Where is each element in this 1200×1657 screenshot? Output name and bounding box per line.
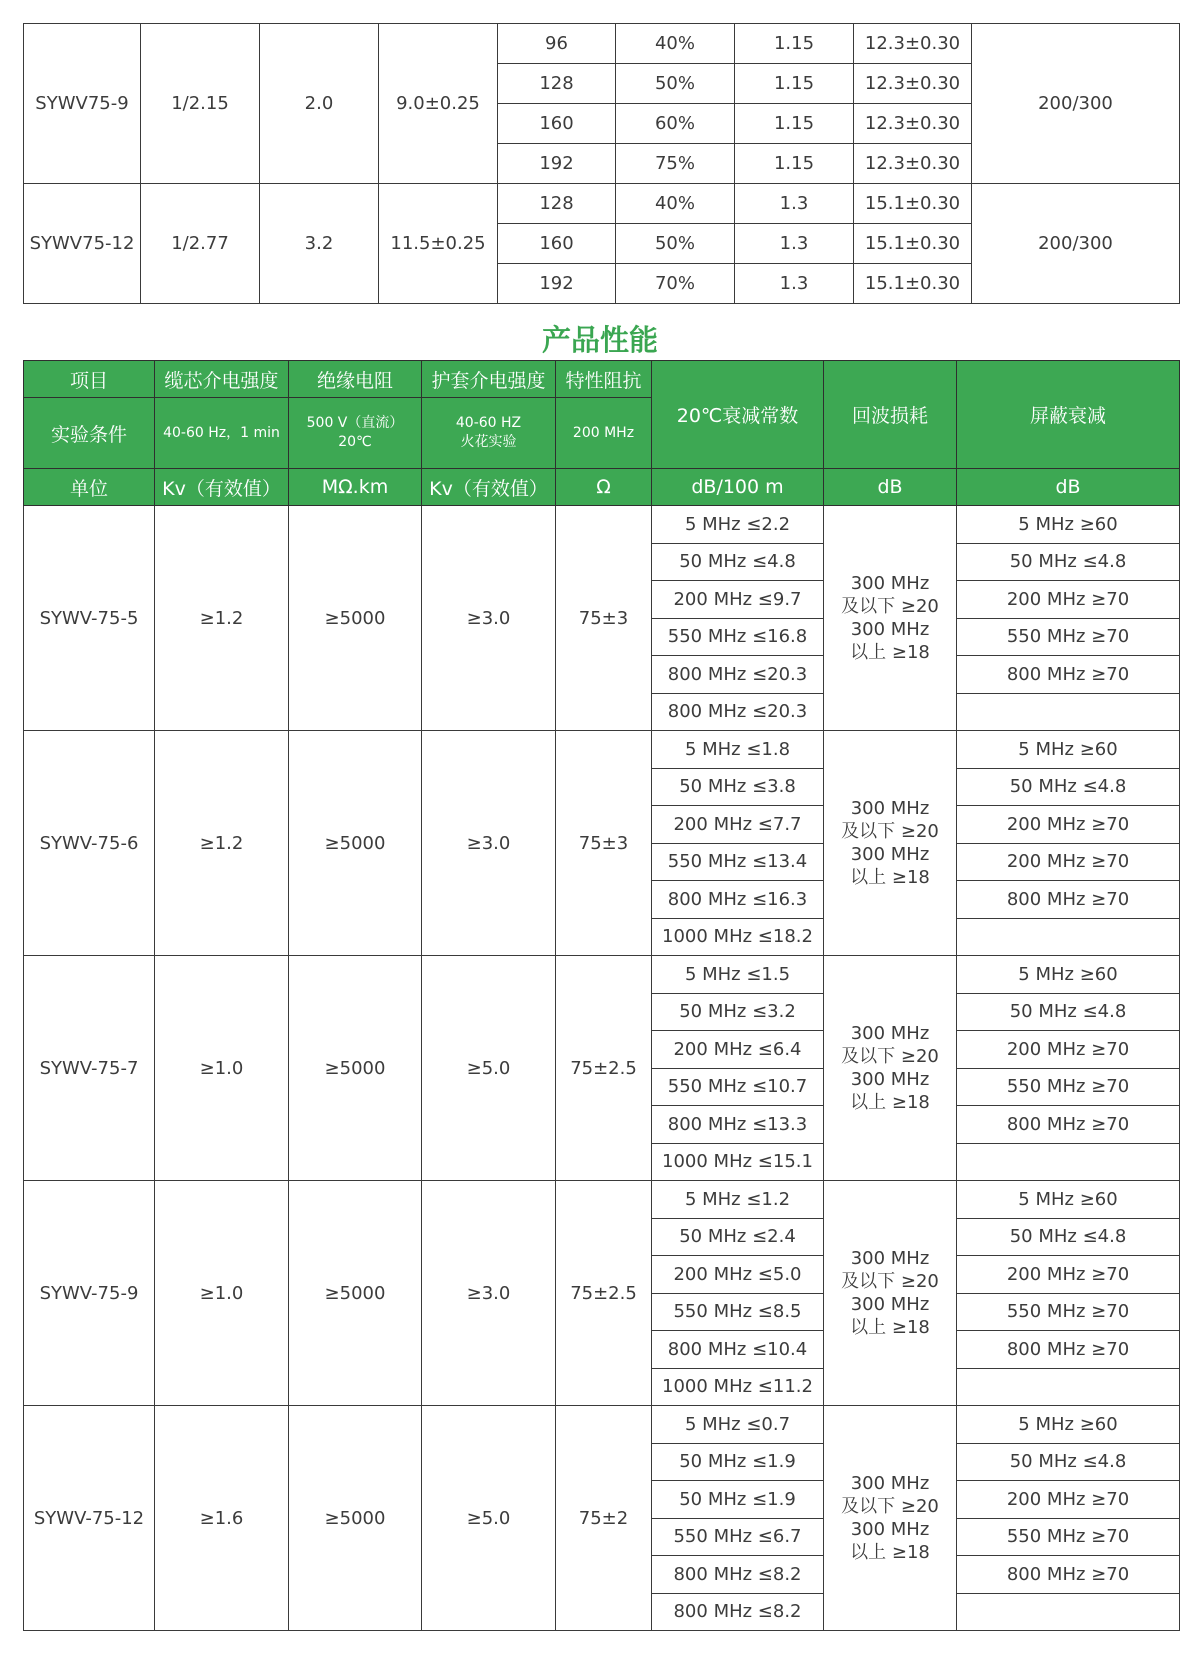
perf-shielding: 50 MHz ≤4.8 bbox=[957, 768, 1180, 806]
perf-attenuation: 800 MHz ≤13.3 bbox=[652, 1106, 824, 1144]
unit-sheath: Kv（有效值） bbox=[422, 469, 556, 506]
perf-dielectric: ≥1.0 bbox=[155, 956, 289, 1181]
performance-row bbox=[24, 1406, 1180, 1444]
header-dielectric: 缆芯介电强度 bbox=[155, 361, 289, 398]
return-loss-line: 及以下 ≥20 bbox=[841, 596, 939, 617]
perf-shielding: 200 MHz ≥70 bbox=[957, 806, 1180, 844]
return-loss-line: 300 MHz bbox=[850, 1294, 930, 1315]
header-return-loss: 回波损耗 bbox=[824, 361, 957, 469]
perf-attenuation: 5 MHz ≤1.8 bbox=[652, 731, 824, 769]
perf-shielding: 800 MHz ≥70 bbox=[957, 656, 1180, 694]
condition-insulation bbox=[289, 398, 422, 469]
return-loss-line: 以上 ≥18 bbox=[850, 1542, 930, 1563]
return-loss-line: 以上 ≥18 bbox=[850, 1092, 930, 1113]
return-loss-line: 及以下 ≥20 bbox=[841, 1271, 939, 1292]
perf-shielding: 200 MHz ≥70 bbox=[957, 581, 1180, 619]
perf-dielectric: ≥1.2 bbox=[155, 506, 289, 731]
perf-shielding: 800 MHz ≥70 bbox=[957, 881, 1180, 919]
spec-c7: 1.3 bbox=[735, 224, 854, 264]
spec-c7: 1.15 bbox=[735, 24, 854, 64]
header-shielding: 屏蔽衰减 bbox=[957, 361, 1180, 469]
spec-c6: 40% bbox=[616, 24, 735, 64]
perf-model: SYWV-75-5 bbox=[24, 506, 155, 731]
return-loss-line: 300 MHz bbox=[850, 1519, 930, 1540]
perf-shielding: 5 MHz ≥60 bbox=[957, 506, 1180, 544]
perf-model: SYWV-75-6 bbox=[24, 731, 155, 956]
perf-attenuation: 5 MHz ≤2.2 bbox=[652, 506, 824, 544]
perf-shielding: 550 MHz ≥70 bbox=[957, 1293, 1180, 1331]
spec-col9: 200/300 bbox=[972, 24, 1180, 184]
return-loss-line: 300 MHz bbox=[850, 798, 930, 819]
perf-shielding: 50 MHz ≤4.8 bbox=[957, 1218, 1180, 1256]
spec-col4: 11.5±0.25 bbox=[379, 184, 498, 304]
perf-sheath: ≥3.0 bbox=[422, 731, 556, 956]
return-loss-line: 及以下 ≥20 bbox=[841, 821, 939, 842]
perf-attenuation: 550 MHz ≤10.7 bbox=[652, 1068, 824, 1106]
perf-shielding: 200 MHz ≥70 bbox=[957, 1256, 1180, 1294]
unit-dielectric: Kv（有效值） bbox=[155, 469, 289, 506]
spec-c8: 12.3±0.30 bbox=[854, 64, 972, 104]
return-loss-line: 300 MHz bbox=[850, 1023, 930, 1044]
return-loss-line: 以上 ≥18 bbox=[850, 867, 930, 888]
return-loss-line: 以上 ≥18 bbox=[850, 1317, 930, 1338]
spec-c5: 96 bbox=[498, 24, 616, 64]
perf-attenuation: 800 MHz ≤10.4 bbox=[652, 1331, 824, 1369]
perf-return-loss bbox=[824, 1181, 957, 1406]
spec-c7: 1.15 bbox=[735, 104, 854, 144]
unit-shielding: dB bbox=[957, 469, 1180, 506]
perf-impedance: 75±2.5 bbox=[556, 956, 652, 1181]
perf-return-loss bbox=[824, 1406, 957, 1631]
spec-c5: 160 bbox=[498, 104, 616, 144]
performance-table-body bbox=[24, 361, 1180, 1631]
perf-attenuation: 800 MHz ≤20.3 bbox=[652, 656, 824, 694]
spec-c8: 15.1±0.30 bbox=[854, 224, 972, 264]
return-loss-line: 300 MHz bbox=[850, 1473, 930, 1494]
perf-return-loss bbox=[824, 956, 957, 1181]
perf-attenuation: 5 MHz ≤1.5 bbox=[652, 956, 824, 994]
perf-attenuation: 200 MHz ≤9.7 bbox=[652, 581, 824, 619]
perf-sheath: ≥3.0 bbox=[422, 1181, 556, 1406]
perf-shielding bbox=[957, 1593, 1180, 1631]
perf-attenuation: 50 MHz ≤3.2 bbox=[652, 993, 824, 1031]
condition-insulation-line2: 20℃ bbox=[338, 434, 372, 450]
spec-c6: 50% bbox=[616, 224, 735, 264]
perf-impedance: 75±2 bbox=[556, 1406, 652, 1631]
header-sheath: 护套介电强度 bbox=[422, 361, 556, 398]
perf-sheath: ≥5.0 bbox=[422, 1406, 556, 1631]
performance-row bbox=[24, 506, 1180, 544]
spec-c5: 160 bbox=[498, 224, 616, 264]
spec-c6: 40% bbox=[616, 184, 735, 224]
condition-dielectric: 40-60 Hz，1 min bbox=[155, 398, 289, 469]
perf-attenuation: 200 MHz ≤6.4 bbox=[652, 1031, 824, 1069]
perf-shielding bbox=[957, 693, 1180, 731]
perf-shielding bbox=[957, 918, 1180, 956]
perf-attenuation: 200 MHz ≤7.7 bbox=[652, 806, 824, 844]
perf-attenuation: 50 MHz ≤1.9 bbox=[652, 1443, 824, 1481]
spec-col4: 9.0±0.25 bbox=[379, 24, 498, 184]
perf-shielding bbox=[957, 1143, 1180, 1181]
header-row-units bbox=[24, 469, 1180, 506]
perf-shielding: 5 MHz ≥60 bbox=[957, 731, 1180, 769]
perf-attenuation: 1000 MHz ≤18.2 bbox=[652, 918, 824, 956]
perf-attenuation: 50 MHz ≤1.9 bbox=[652, 1481, 824, 1519]
spec-row bbox=[24, 184, 1180, 224]
perf-insulation: ≥5000 bbox=[289, 731, 422, 956]
perf-attenuation: 550 MHz ≤16.8 bbox=[652, 618, 824, 656]
spec-table bbox=[23, 23, 1180, 304]
spec-c7: 1.15 bbox=[735, 144, 854, 184]
perf-shielding: 800 MHz ≥70 bbox=[957, 1331, 1180, 1369]
perf-attenuation: 1000 MHz ≤15.1 bbox=[652, 1143, 824, 1181]
perf-return-loss bbox=[824, 731, 957, 956]
perf-shielding: 550 MHz ≥70 bbox=[957, 618, 1180, 656]
header-unit-label: 单位 bbox=[24, 469, 155, 506]
perf-shielding: 550 MHz ≥70 bbox=[957, 1518, 1180, 1556]
perf-shielding: 200 MHz ≥70 bbox=[957, 843, 1180, 881]
perf-shielding: 200 MHz ≥70 bbox=[957, 1031, 1180, 1069]
spec-c6: 50% bbox=[616, 64, 735, 104]
header-insulation: 绝缘电阻 bbox=[289, 361, 422, 398]
perf-shielding: 200 MHz ≥70 bbox=[957, 1481, 1180, 1519]
header-attenuation: 20℃衰减常数 bbox=[652, 361, 824, 469]
spec-c5: 128 bbox=[498, 64, 616, 104]
spec-row bbox=[24, 24, 1180, 64]
return-loss-line: 300 MHz bbox=[850, 1248, 930, 1269]
return-loss-line: 以上 ≥18 bbox=[850, 642, 930, 663]
perf-shielding: 5 MHz ≥60 bbox=[957, 1406, 1180, 1444]
perf-insulation: ≥5000 bbox=[289, 1406, 422, 1631]
return-loss-line: 300 MHz bbox=[850, 573, 930, 594]
unit-impedance: Ω bbox=[556, 469, 652, 506]
perf-impedance: 75±3 bbox=[556, 506, 652, 731]
perf-attenuation: 800 MHz ≤8.2 bbox=[652, 1593, 824, 1631]
condition-insulation-line1: 500 V（直流） bbox=[306, 415, 404, 431]
perf-insulation: ≥5000 bbox=[289, 956, 422, 1181]
perf-insulation: ≥5000 bbox=[289, 1181, 422, 1406]
return-loss-line: 及以下 ≥20 bbox=[841, 1496, 939, 1517]
performance-row bbox=[24, 956, 1180, 994]
spec-c5: 192 bbox=[498, 264, 616, 304]
spec-c8: 12.3±0.30 bbox=[854, 144, 972, 184]
spec-c8: 15.1±0.30 bbox=[854, 264, 972, 304]
spec-c6: 75% bbox=[616, 144, 735, 184]
perf-attenuation: 5 MHz ≤0.7 bbox=[652, 1406, 824, 1444]
spec-c8: 15.1±0.30 bbox=[854, 184, 972, 224]
perf-shielding: 50 MHz ≤4.8 bbox=[957, 1443, 1180, 1481]
header-conditions-label: 实验条件 bbox=[24, 398, 155, 469]
perf-shielding: 5 MHz ≥60 bbox=[957, 956, 1180, 994]
spec-c8: 12.3±0.30 bbox=[854, 24, 972, 64]
perf-attenuation: 550 MHz ≤13.4 bbox=[652, 843, 824, 881]
spec-model: SYWV75-12 bbox=[24, 184, 141, 304]
return-loss-line: 及以下 ≥20 bbox=[841, 1046, 939, 1067]
perf-insulation: ≥5000 bbox=[289, 506, 422, 731]
spec-col3: 2.0 bbox=[260, 24, 379, 184]
return-loss-line: 300 MHz bbox=[850, 844, 930, 865]
return-loss-line: 300 MHz bbox=[850, 619, 930, 640]
perf-shielding: 800 MHz ≥70 bbox=[957, 1556, 1180, 1594]
perf-impedance: 75±2.5 bbox=[556, 1181, 652, 1406]
header-row-items bbox=[24, 361, 1180, 398]
perf-shielding bbox=[957, 1368, 1180, 1406]
spec-model: SYWV75-9 bbox=[24, 24, 141, 184]
perf-attenuation: 800 MHz ≤16.3 bbox=[652, 881, 824, 919]
perf-attenuation: 800 MHz ≤8.2 bbox=[652, 1556, 824, 1594]
perf-shielding: 5 MHz ≥60 bbox=[957, 1181, 1180, 1219]
perf-attenuation: 5 MHz ≤1.2 bbox=[652, 1181, 824, 1219]
perf-model: SYWV-75-9 bbox=[24, 1181, 155, 1406]
perf-shielding: 800 MHz ≥70 bbox=[957, 1106, 1180, 1144]
perf-shielding: 550 MHz ≥70 bbox=[957, 1068, 1180, 1106]
perf-model: SYWV-75-7 bbox=[24, 956, 155, 1181]
perf-sheath: ≥3.0 bbox=[422, 506, 556, 731]
perf-attenuation: 550 MHz ≤6.7 bbox=[652, 1518, 824, 1556]
perf-shielding: 50 MHz ≤4.8 bbox=[957, 543, 1180, 581]
perf-attenuation: 50 MHz ≤3.8 bbox=[652, 768, 824, 806]
header-item: 项目 bbox=[24, 361, 155, 398]
spec-col2: 1/2.77 bbox=[141, 184, 260, 304]
perf-attenuation: 1000 MHz ≤11.2 bbox=[652, 1368, 824, 1406]
spec-c6: 60% bbox=[616, 104, 735, 144]
unit-insulation: MΩ.km bbox=[289, 469, 422, 506]
spec-c6: 70% bbox=[616, 264, 735, 304]
spec-c7: 1.15 bbox=[735, 64, 854, 104]
perf-impedance: 75±3 bbox=[556, 731, 652, 956]
performance-row bbox=[24, 731, 1180, 769]
perf-attenuation: 550 MHz ≤8.5 bbox=[652, 1293, 824, 1331]
perf-attenuation: 50 MHz ≤4.8 bbox=[652, 543, 824, 581]
header-impedance: 特性阻抗 bbox=[556, 361, 652, 398]
unit-return-loss: dB bbox=[824, 469, 957, 506]
condition-sheath-line1: 40-60 HZ bbox=[455, 415, 522, 431]
spec-col2: 1/2.15 bbox=[141, 24, 260, 184]
perf-dielectric: ≥1.6 bbox=[155, 1406, 289, 1631]
perf-dielectric: ≥1.2 bbox=[155, 731, 289, 956]
performance-row bbox=[24, 1181, 1180, 1219]
performance-table bbox=[23, 360, 1180, 1631]
section-title: 产品性能 bbox=[541, 323, 658, 357]
spec-table-body bbox=[24, 24, 1180, 304]
condition-sheath-line2: 火花实验 bbox=[460, 434, 517, 450]
spec-c7: 1.3 bbox=[735, 264, 854, 304]
perf-attenuation: 200 MHz ≤5.0 bbox=[652, 1256, 824, 1294]
return-loss-line: 300 MHz bbox=[850, 1069, 930, 1090]
perf-attenuation: 50 MHz ≤2.4 bbox=[652, 1218, 824, 1256]
perf-shielding: 50 MHz ≤4.8 bbox=[957, 993, 1180, 1031]
perf-return-loss bbox=[824, 506, 957, 731]
spec-c7: 1.3 bbox=[735, 184, 854, 224]
perf-sheath: ≥5.0 bbox=[422, 956, 556, 1181]
condition-sheath bbox=[422, 398, 556, 469]
spec-c8: 12.3±0.30 bbox=[854, 104, 972, 144]
spec-c5: 192 bbox=[498, 144, 616, 184]
unit-attenuation: dB/100 m bbox=[652, 469, 824, 506]
perf-dielectric: ≥1.0 bbox=[155, 1181, 289, 1406]
spec-col3: 3.2 bbox=[260, 184, 379, 304]
perf-attenuation: 800 MHz ≤20.3 bbox=[652, 693, 824, 731]
perf-model: SYWV-75-12 bbox=[24, 1406, 155, 1631]
spec-c5: 128 bbox=[498, 184, 616, 224]
spec-col9: 200/300 bbox=[972, 184, 1180, 304]
condition-impedance: 200 MHz bbox=[556, 398, 652, 469]
